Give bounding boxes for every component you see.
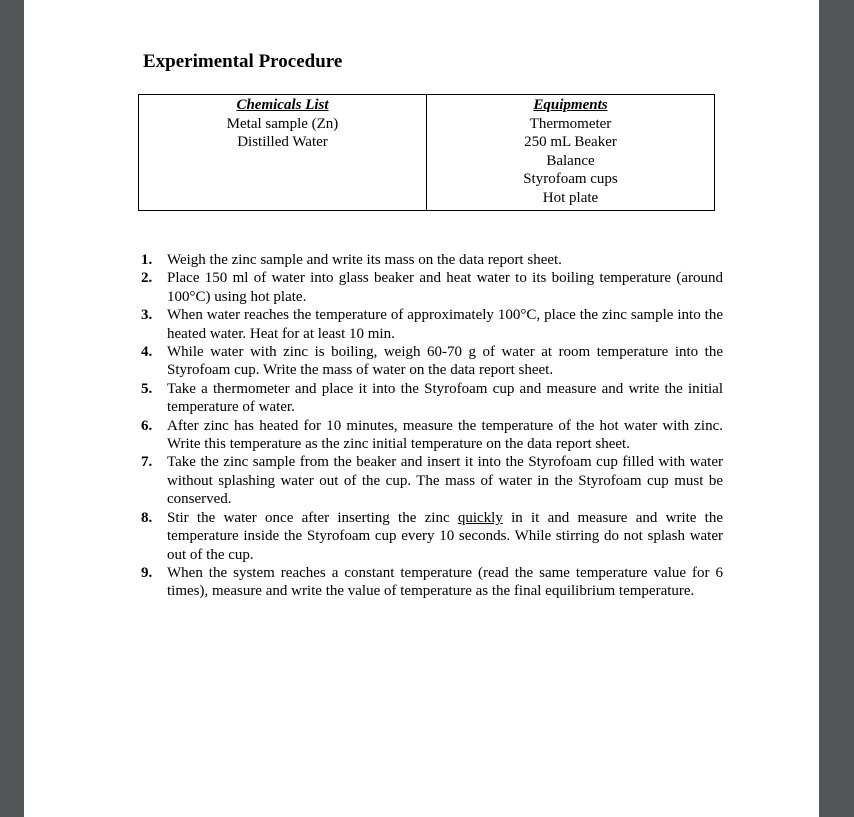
step-text: After zinc has heated for 10 minutes, measure the temperature of the hot water with zinc. Write this temperature as the zinc initial temperature on the data report sheet. (167, 417, 723, 453)
procedure-step (134, 453, 723, 508)
equipment-item: Balance (546, 152, 595, 169)
step-text: While water with zinc is boiling, weigh 60-70 g of water at room temperature into the Styrofoam cup. Write the mass of water on the data report sheet. (167, 344, 723, 379)
procedure-step (134, 269, 723, 306)
procedure-step (134, 380, 723, 417)
chemical-item: Metal sample (Zn) (226, 115, 339, 132)
step-number: 6. (141, 417, 153, 434)
chemicals-header: Chemicals List (236, 97, 329, 113)
step-text: When water reaches the temperature of approximately 100°C, place the zinc sample into the heated water. Heat for at least 10 min. (167, 307, 723, 342)
materials-table (138, 94, 715, 211)
procedure-step (134, 417, 723, 454)
document-page (24, 0, 819, 817)
equipment-item: Styrofoam cups (523, 171, 618, 188)
procedure-step (134, 564, 723, 601)
equipment-item: 250 mL Beaker (524, 134, 617, 151)
procedure-steps (134, 251, 723, 601)
procedure-step (134, 251, 723, 269)
step-text-before: Stir the water once after inserting the zinc (167, 509, 458, 526)
page-title: Experimental Procedure (143, 51, 343, 72)
equipment-column (427, 95, 715, 211)
step-text: Weigh the zinc sample and write its mass on the data report sheet. (167, 252, 562, 268)
step-text: Take a thermometer and place it into the Styrofoam cup and measure and write the initial temperature of water. (167, 380, 723, 416)
chemical-item: Distilled Water (237, 134, 328, 151)
step-text-underlined: quickly (457, 509, 503, 526)
step-text: When the system reaches a constant temperature (read the same temperature value for 6 times), measure and write the value of temperature as the final equilibrium temperature. (167, 564, 723, 600)
step-text: Place 150 ml of water into glass beaker and heat water to its boiling temperature (around 100°C) using hot plate. (167, 270, 723, 305)
step-number: 4. (141, 344, 153, 361)
step-number: 2. (141, 270, 153, 287)
step-number: 7. (141, 454, 153, 471)
step-number: 8. (141, 509, 153, 526)
step-number: 5. (141, 380, 153, 397)
equipment-item: Thermometer (529, 115, 612, 132)
step-text-after: in it and measure and write the temperature inside the Styrofoam cup every 10 seconds. While stirring do not splash water out of the cup. (167, 509, 724, 563)
equipment-item: Hot plate (542, 189, 599, 206)
step-text: Take the zinc sample from the beaker and insert it into the Styrofoam cup filled with water without splashing water out of the cup. The mass of water in the Styrofoam cup must be conserved. (167, 454, 723, 508)
procedure-step (134, 306, 723, 343)
procedure-step (134, 509, 723, 564)
step-number: 3. (141, 307, 153, 324)
step-number: 1. (141, 252, 153, 268)
chemicals-column (139, 95, 427, 211)
equipment-header: Equipments (533, 97, 608, 113)
step-number: 9. (141, 564, 153, 581)
procedure-step (134, 343, 723, 380)
